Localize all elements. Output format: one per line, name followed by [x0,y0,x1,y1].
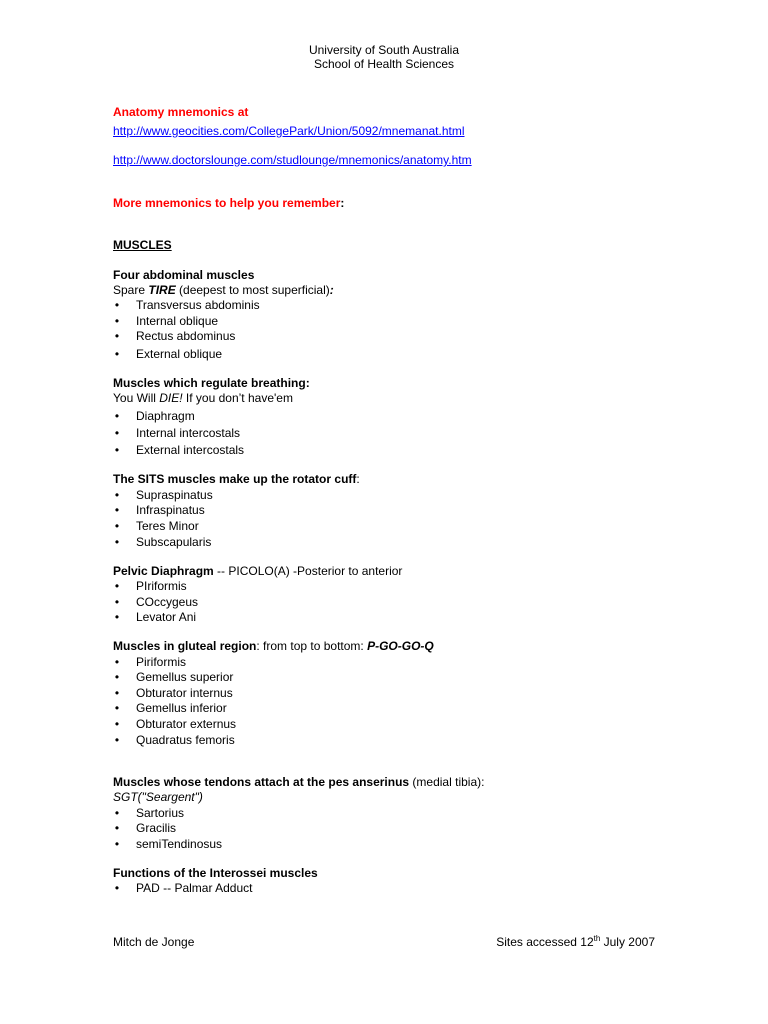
section-title-muscles: MUSCLES [113,238,172,252]
list-item-text: Internal intercostals [136,426,241,440]
doctorslounge-link[interactable]: http://www.doctorslounge.com/studlounge/mnemonics/anatomy.htm [113,153,472,167]
bullet: • [114,670,120,684]
bullet: • [114,701,120,715]
gluteal-title [113,639,434,654]
bullet: • [114,503,120,517]
list-item-text: Teres Minor [136,519,199,533]
bullet: • [114,717,120,731]
list-item-text: Subscapularis [136,535,212,549]
list-item-text: PAD -- Palmar Adduct [136,881,253,895]
sits-title-text: The SITS muscles make up the rotator cuff [113,472,357,486]
geocities-link[interactable]: http://www.geocities.com/CollegePark/Union/5092/mnemanat.html [113,124,465,138]
bullet: • [114,443,120,457]
list-item-text: COccygeus [136,595,199,609]
bullet: • [114,655,120,669]
bullet: • [114,488,120,502]
footer-accessed [496,935,655,950]
bullet: • [114,329,120,343]
bullet: • [114,347,120,361]
abdominal-sub-post: (deepest to most superficial) [175,283,330,297]
list-item-text: Diaphragm [136,409,195,423]
bullet: • [114,733,120,747]
breathing-sub-pre: You Will [113,391,160,405]
footer-accessed-post: July 2007 [600,935,655,949]
list-item-text: Gracilis [136,821,177,835]
more-mnemonics-heading [113,196,344,211]
list-item-text: semiTendinosus [136,837,223,851]
footer-accessed-sup: th [593,934,601,943]
bullet: • [114,686,120,700]
list-item-text: Rectus abdominus [136,329,236,343]
bullet: • [114,881,120,895]
header-school: School of Health Sciences [313,57,455,71]
list-item-text: External oblique [136,347,223,361]
pelvic-title-rest: -- PICOLO(A) -Posterior to anterior [213,564,403,578]
footer-accessed-pre: Sites accessed 12 [496,935,594,949]
list-item-text: Transversus abdominis [136,298,260,312]
bullet: • [114,806,120,820]
bullet: • [114,409,120,423]
interossei-title: Functions of the Interossei muscles [113,866,318,880]
bullet: • [114,535,120,549]
abdominal-subtitle [113,283,334,298]
gluteal-title-em: P-GO-GO-Q [367,639,434,653]
list-item-text: Infraspinatus [136,503,205,517]
list-item-text: Quadratus femoris [136,733,235,747]
list-item-text: PIriformis [136,579,187,593]
pelvic-title [113,564,402,579]
list-item-text: Obturator internus [136,686,233,700]
bullet: • [114,519,120,533]
list-item-text: Gemellus superior [136,670,234,684]
breathing-title: Muscles which regulate breathing: [113,376,310,390]
breathing-subtitle [113,391,293,406]
sits-title [113,472,360,487]
gluteal-title-text: Muscles in gluteal region [113,639,257,653]
pes-title [113,775,484,790]
more-mnemonics-text: More mnemonics to help you remember [113,196,341,210]
mnemonics-heading: Anatomy mnemonics at [113,105,249,119]
more-mnemonics-colon: : [340,196,345,210]
gluteal-title-mid: : from top to bottom: [256,639,368,653]
footer-author: Mitch de Jonge [113,935,195,949]
breathing-sub-post: If you don’t have'em [182,391,293,405]
bullet: • [114,426,120,440]
abdominal-title: Four abdominal muscles [113,268,255,282]
bullet: • [114,837,120,851]
list-item-text: Supraspinatus [136,488,213,502]
bullet: • [114,610,120,624]
bullet: • [114,314,120,328]
pes-title-text: Muscles whose tendons attach at the pes anserinus [113,775,410,789]
abdominal-sub-em: TIRE [148,283,176,297]
breathing-sub-em: DIE! [159,391,183,405]
pelvic-title-text: Pelvic Diaphragm [113,564,214,578]
list-item-text: Internal oblique [136,314,219,328]
list-item-text: Levator Ani [136,610,197,624]
abdominal-sub-pre: Spare [113,283,149,297]
list-item-text: Sartorius [136,806,185,820]
header-university: University of South Australia [308,43,460,57]
bullet: • [114,298,120,312]
pes-title-rest: (medial tibia): [409,775,485,789]
list-item-text: Gemellus inferior [136,701,227,715]
bullet: • [114,579,120,593]
list-item-text: Obturator externus [136,717,237,731]
list-item-text: External intercostals [136,443,245,457]
bullet: • [114,821,120,835]
list-item-text: Piriformis [136,655,186,669]
abdominal-sub-colon: : [329,283,334,297]
pes-subtitle: SGT("Seargent") [113,790,203,804]
sits-title-colon: : [356,472,360,486]
bullet: • [114,595,120,609]
